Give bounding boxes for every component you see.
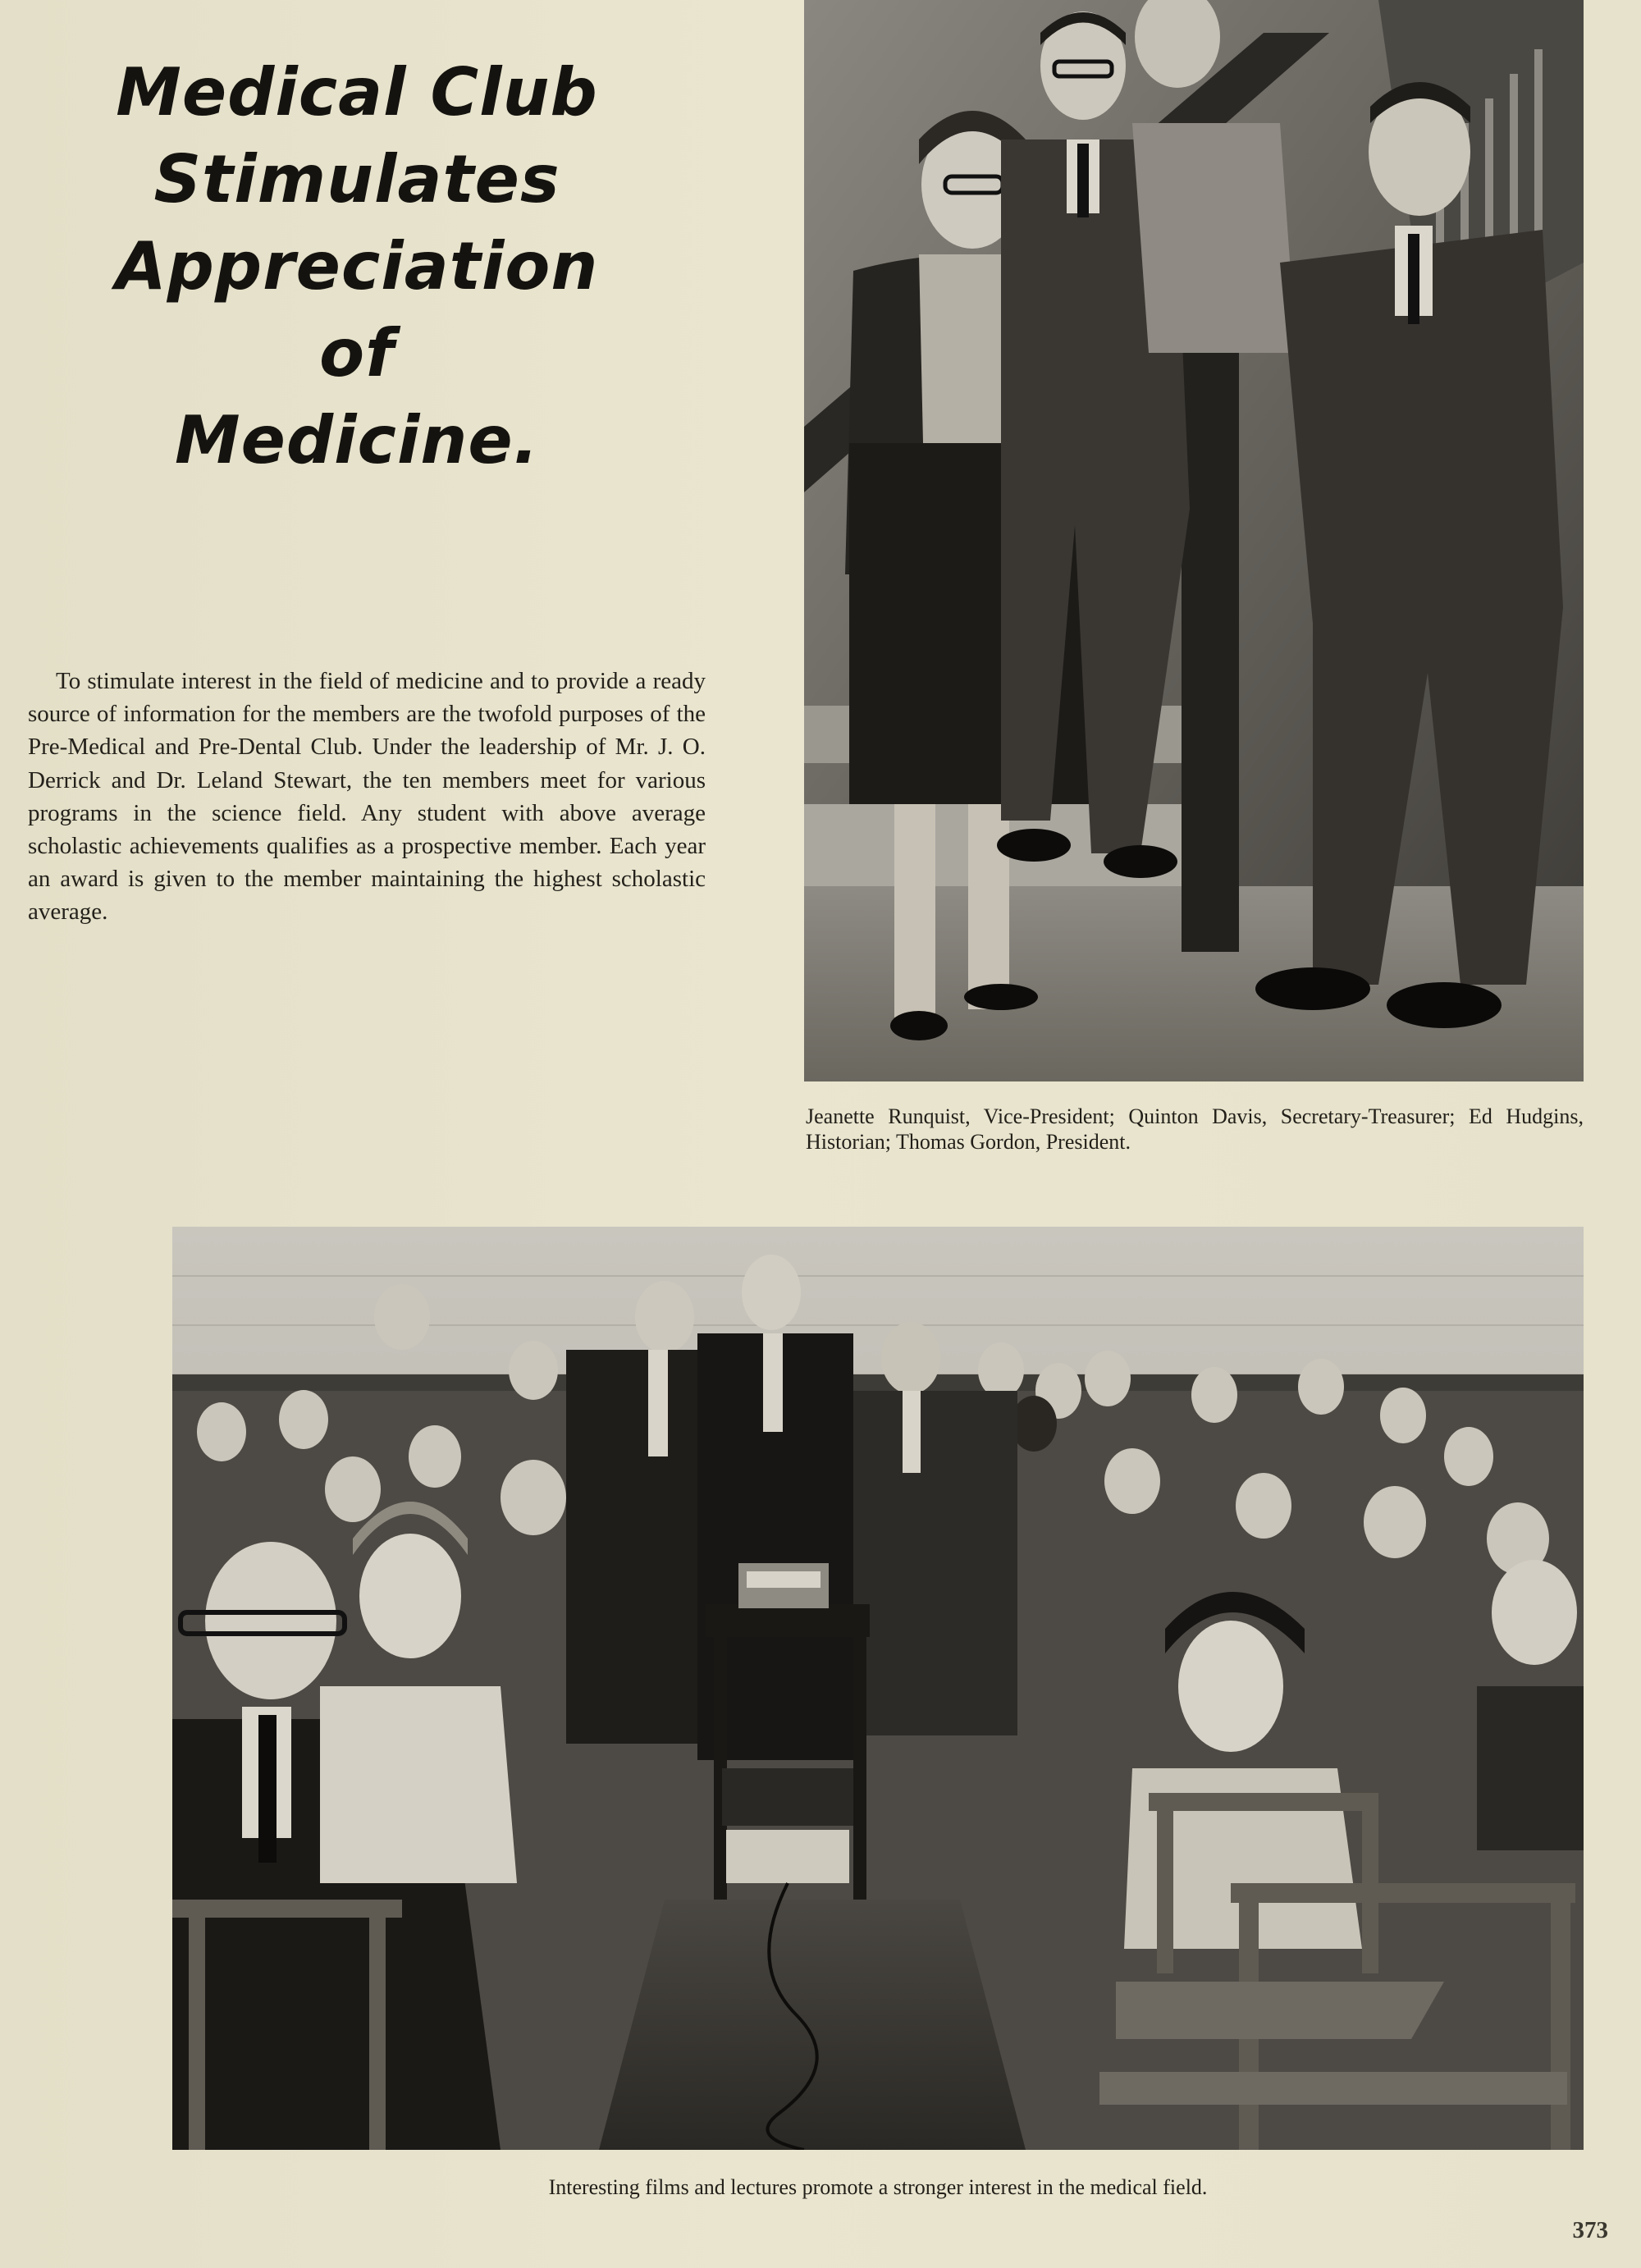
officers-photo <box>804 0 1584 1081</box>
officers-caption: Jeanette Runquist, Vice-President; Quinton Davis, Secretary-Treasurer; Ed Hudgins, Historian; Thomas Gordon, President. <box>806 1104 1584 1154</box>
title-line-1: Medical Club <box>116 54 598 130</box>
page-number: 373 <box>1572 2217 1608 2243</box>
page-title <box>74 49 640 484</box>
lecture-caption: Interesting films and lectures promote a stronger interest in the medical field. <box>548 2175 1208 2199</box>
lecture-photo <box>172 1227 1584 2150</box>
title-line-2: Stimulates <box>153 141 560 217</box>
title-line-4: of <box>319 315 395 391</box>
lecture-photo-image <box>172 1227 1584 2150</box>
intro-paragraph: To stimulate interest in the field of medicine and to provide a ready source of information for the members are the twofold purposes of the Pre-Medical and Pre-Dental Club. Under the leadership of Mr. J. O. Derrick and Dr. Leland Stewart, the ten members meet for various programs in the science field. Any student with above average scholastic achievements qualifies as a prospective member. Each year an award is given to the member maintaining the highest scholastic average. <box>28 668 706 926</box>
title-line-5: Medicine. <box>175 402 539 478</box>
title-line-3: Appreciation <box>115 228 599 304</box>
officers-photo-image <box>804 0 1584 1081</box>
